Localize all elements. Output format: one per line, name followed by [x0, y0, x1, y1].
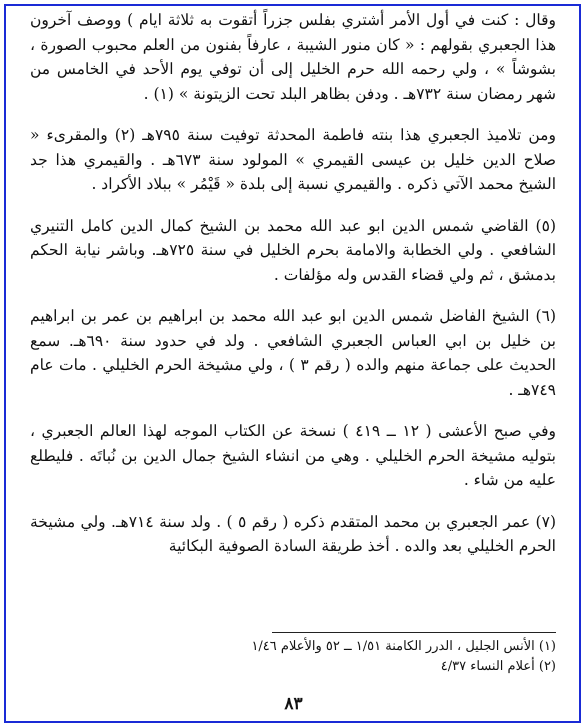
page-body	[30, 8, 556, 559]
paragraph-3: (٥) القاضي شمس الدين ابو عبد الله محمد بن الشيخ كمال الدين كامل التنيري الشافعي . ولي الخطابة والامامة بحرم الخليل في سنة ٧٢٥هـ. وباشر نيابة الحكم بدمشق ، ثم ولي قضاء القدس وله مؤلفات .	[30, 216, 556, 284]
paragraph-2: ومن تلاميذ الجعبري هذا بنته فاطمة المحدثة توفيت سنة ٧٩٥هـ (٢) والمقرىء « صلاح الدين خليل بن عيسى القيمري » المولود سنة ٦٧٣هـ . والقيمري هذا جد الشيخ محمد الآتي ذكره . والقيمري نسبة إلى بلدة « قَيْمُر » ببلاد الأكراد .	[30, 126, 556, 193]
paragraph-6: (٧) عمر الجعبري بن محمد المتقدم ذكره ( رقم ٥ ) . ولد سنة ٧١٤هـ. ولي مشيخة الحرم الخليلي بعد والده . أخذ طريقة السادة الصوفية البكائية	[30, 512, 556, 555]
paragraph-1: وقال : كنت في أول الأمر أشتري بفلس جزراً أتقوت به ثلاثة ايام ) ووصف آخرون هذا الجعبري بقولهم : « كان منور الشيبة ، عارفاً بفنون من العلم محبوب الصورة ، بشوشاً » ، ولي رحمه الله حرم الخليل إلى أن توفي يوم الأحد في الخامس من شهر رمضان سنة ٧٣٢هـ . ودفن بظاهر البلد تحت الزيتونة » (١) .	[30, 11, 556, 103]
paragraph-5: وفي صبح الأعشى ( ١٢ ــ ٤١٩ ) نسخة عن الكتاب الموجه لهذا العالم الجعبري ، بتوليه مشيخة الحرم الخليلي . وهي من انشاء الشيخ جمال الدين بن نُباتَه . فليطلع عليه من شاء .	[30, 422, 556, 489]
footnote-2: (٢) أعلام النساء ٤/٣٧	[440, 659, 556, 674]
footnote-1: (١) الأنس الجليل ، الدرر الكامنة ١/٥١ ــ ٥٢ والأعلام ١/٤٦	[251, 639, 556, 654]
paragraph-4: (٦) الشيخ الفاضل شمس الدين ابو عبد الله محمد بن ابراهيم بن عمر بن ابراهيم بن خليل بن ابي العباس الجعبري الشافعي . ولد في حدود سنة ٦٩٠هـ. سمع الحديث على جماعة منهم والده ( رقم ٣ ) ، ولي مشيخة الحرم الخليلي . مات عام ٧٤٩هـ .	[30, 307, 556, 399]
footnotes	[30, 637, 556, 677]
page-number: ٨٣	[284, 694, 303, 714]
footnote-divider	[272, 632, 556, 633]
